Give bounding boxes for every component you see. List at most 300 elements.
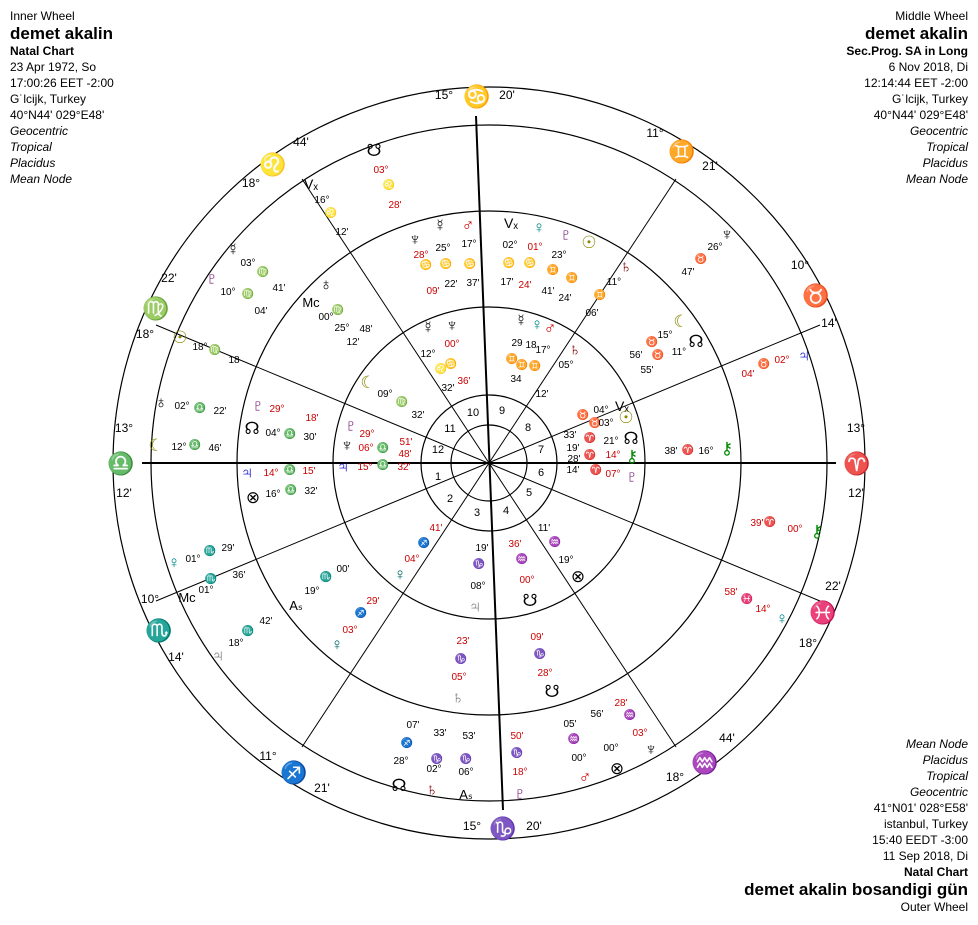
sign-minute: 14': [168, 650, 184, 664]
middle-chart-date: 6 Nov 2018, Di: [888, 60, 968, 74]
sign-degree: 10°: [140, 592, 160, 606]
inner-chart-setting: Geocentric: [10, 124, 69, 138]
chiron-icon: ⚷: [720, 439, 734, 458]
position-label: 22': [444, 279, 458, 290]
position-label: 19°: [558, 555, 574, 566]
middle-chart-setting: Geocentric: [909, 124, 968, 138]
cancer-small-icon: ♋: [502, 258, 516, 269]
pholus-icon: ♆: [340, 436, 354, 455]
neptune-icon: ♀: [775, 609, 789, 628]
position-label: 25°: [435, 243, 451, 254]
position-label: 39': [750, 518, 764, 529]
position-label: 29°: [359, 429, 375, 440]
position-label: 33': [563, 430, 577, 441]
outer-wheel-label: Outer Wheel: [900, 900, 968, 914]
position-label: 24': [558, 293, 572, 304]
virgo-small-icon: ♍: [241, 289, 255, 300]
capricorn-small-icon: ♑: [510, 748, 524, 759]
saturn-icon: ♄: [425, 780, 439, 799]
house-number: 12: [431, 444, 445, 456]
position-label: 32': [397, 462, 411, 473]
south-node-icon: ♆: [408, 230, 422, 249]
position-label: 02°: [774, 355, 790, 366]
position-label: 07°: [605, 469, 621, 480]
position-label: 42': [259, 616, 273, 627]
ceres-icon: ♁: [319, 275, 333, 294]
jupiter-icon: ♃: [468, 597, 482, 616]
position-label: 48': [398, 449, 412, 460]
taurus-small-icon: ♉: [757, 359, 771, 370]
position-label: 11': [537, 523, 551, 534]
inner-chart-setting: Placidus: [10, 156, 56, 170]
gemini-small-icon: ♊: [505, 354, 519, 365]
position-labels: [171, 165, 802, 778]
capricorn-small-icon: ♑: [430, 754, 444, 765]
position-label: 05°: [451, 672, 467, 683]
mars-icon: ♂: [578, 768, 592, 787]
sign-degree: 44': [719, 731, 735, 745]
ceres-icon: ♁: [154, 393, 168, 412]
midheaven-icon: Mᴄ: [302, 295, 320, 310]
gemini-small-icon: ♊: [593, 290, 607, 301]
sign-degree: 13°: [114, 421, 134, 435]
position-label: 26°: [707, 242, 723, 253]
position-label: 14': [566, 465, 580, 476]
cancer-small-icon: ♋: [419, 260, 433, 271]
cancer-small-icon: ♋: [523, 258, 537, 269]
middle-chart-setting: Tropical: [926, 140, 968, 154]
position-label: 24': [518, 280, 532, 291]
position-label: 56': [590, 709, 604, 720]
position-label: 50': [510, 731, 524, 742]
sign-minute: 20': [499, 88, 515, 102]
south-node-icon: ♆: [644, 740, 658, 759]
middle-chart-type: Sec.Prog. SA in Long: [846, 44, 968, 58]
south-node-icon: ♆: [445, 316, 459, 335]
position-label: 29': [221, 543, 235, 554]
position-label: 18': [305, 413, 319, 424]
position-label: 36': [457, 376, 471, 387]
position-label: 38': [664, 446, 678, 457]
position-label: 41': [429, 523, 443, 534]
outer-chart-time: 15:40 EEDT -3:00: [872, 833, 968, 847]
sign-minute: 18°: [665, 770, 685, 784]
sign-degree: 11°: [646, 126, 664, 140]
midheaven-icon: Mᴄ: [178, 590, 196, 605]
position-label: 55': [640, 365, 654, 376]
position-label: 29': [366, 596, 380, 607]
part-of-fortune-icon: ⊗: [570, 567, 586, 586]
ascendant-icon: Aₛ: [289, 598, 303, 613]
sagittarius-sign-icon: ♐: [280, 760, 308, 785]
inner-wheel-label: Inner Wheel: [10, 9, 75, 23]
jupiter-icon: ♃: [211, 646, 225, 665]
aries-sign-icon: ♈: [843, 451, 871, 476]
north-node-icon: ☋: [522, 591, 538, 610]
position-label: 47': [681, 267, 695, 278]
position-label: 16°: [265, 489, 281, 500]
chiron-icon: ⚷: [810, 522, 824, 541]
cancer-small-icon: ♋: [463, 259, 477, 270]
position-label: 00': [336, 564, 350, 575]
middle-chart-place: G˙lcĳk, Turkey: [891, 92, 968, 106]
position-label: 19': [475, 543, 489, 554]
outer-chart-place: istanbul, Turkey: [883, 817, 968, 831]
position-label: 04': [254, 306, 268, 317]
uranus-icon: ♃: [797, 346, 811, 365]
vertex-icon: Vₓ: [304, 176, 318, 192]
house-number: 9: [498, 405, 506, 417]
position-label: 01°: [198, 585, 214, 596]
position-label: 04': [741, 369, 755, 380]
position-label: 18: [228, 355, 240, 366]
gemini-small-icon: ♊: [528, 361, 542, 372]
position-label: 02°: [174, 401, 190, 412]
position-label: 33': [433, 728, 447, 739]
position-label: 17°: [535, 345, 551, 356]
aquarius-small-icon: ♒: [548, 537, 562, 548]
leo-small-icon: ♌: [324, 208, 338, 219]
aries-small-icon: ♈: [589, 465, 603, 476]
virgo-small-icon: ♍: [208, 345, 222, 356]
lilith-icon: ☊: [244, 419, 260, 438]
position-label: 00°: [787, 524, 803, 535]
position-label: 12°: [171, 442, 187, 453]
middle-chart-coords: 40°N44' 029°E48': [873, 108, 968, 122]
virgo-sign-icon: ♍: [142, 296, 170, 321]
position-label: 14°: [605, 450, 621, 461]
outer-chart-coords: 41°N01' 028°E58': [873, 801, 968, 815]
capricorn-small-icon: ♑: [454, 654, 468, 665]
position-label: 56': [629, 350, 643, 361]
outer-chart-name: demet akalin bosandigi gün: [744, 880, 968, 899]
sun-icon: ☉: [581, 233, 597, 252]
venus-icon: ♀: [530, 315, 544, 334]
sign-degree: 10°: [790, 258, 810, 272]
middle-wheel-label: Middle Wheel: [895, 9, 968, 23]
inner-chart-setting: Mean Node: [10, 172, 73, 186]
position-label: 19°: [304, 586, 320, 597]
taurus-small-icon: ♉: [588, 418, 602, 429]
outer-chart-date: 11 Sep 2018, Di: [882, 849, 968, 863]
aquarius-small-icon: ♒: [623, 710, 637, 721]
position-label: 03°: [240, 258, 256, 269]
aquarius-sign-icon: ♒: [691, 750, 719, 775]
gemini-small-icon: ♊: [515, 360, 529, 371]
aquarius-small-icon: ♒: [567, 734, 581, 745]
position-label: 00°: [603, 743, 619, 754]
position-label: 18°: [192, 342, 208, 353]
libra-small-icon: ♎: [376, 460, 390, 471]
position-label: 11°: [606, 277, 622, 288]
position-label: 36': [508, 539, 522, 550]
chiron-icon: ⚷: [625, 447, 639, 466]
sign-degree: 44': [293, 135, 309, 149]
position-label: 17': [500, 277, 514, 288]
position-label: 32': [441, 383, 455, 394]
pluto-icon: ♇: [559, 225, 573, 244]
leo-small-icon: ♌: [434, 364, 448, 375]
gemini-sign-icon: ♊: [668, 139, 696, 164]
position-label: 19': [566, 443, 580, 454]
cancer-small-icon: ♋: [444, 359, 458, 370]
inner-chart-time: 17:00:26 EET -2:00: [10, 76, 114, 90]
position-label: 00°: [519, 575, 535, 586]
position-label: 05': [563, 719, 577, 730]
position-label: 15°: [357, 462, 373, 473]
scorpio-small-icon: ♏: [319, 572, 333, 583]
gemini-small-icon: ♊: [546, 265, 560, 276]
outer-chart-setting: Placidus: [922, 753, 968, 767]
position-label: 28°: [413, 250, 429, 261]
sign-minute: 18°: [798, 636, 818, 650]
ascendant-icon: Aₛ: [459, 787, 473, 802]
mercury-icon: ☿: [514, 311, 528, 330]
middle-chart-name: demet akalin: [865, 24, 968, 43]
position-label: 25°: [334, 323, 350, 334]
scorpio-small-icon: ♏: [203, 546, 217, 557]
gemini-small-icon: ♊: [565, 273, 579, 284]
sign-minute: 18°: [241, 176, 261, 190]
position-label: 34: [510, 374, 522, 385]
taurus-sign-icon: ♉: [802, 283, 830, 308]
position-label: 01°: [527, 242, 543, 253]
leo-sign-icon: ♌: [259, 152, 287, 177]
outer-chart-type: Natal Chart: [903, 865, 968, 879]
position-label: 06°: [458, 767, 474, 778]
sagittarius-small-icon: ♐: [417, 538, 431, 549]
libra-small-icon: ♎: [284, 485, 298, 496]
mercury-icon: ☿: [433, 216, 447, 235]
house-number: 1: [434, 471, 442, 483]
position-label: 28°: [537, 668, 553, 679]
saturn-icon: ♄: [568, 340, 582, 359]
taurus-small-icon: ♉: [694, 254, 708, 265]
house-number: 11: [444, 423, 456, 435]
sun-icon: ☉: [618, 408, 634, 427]
position-label: 32': [411, 410, 425, 421]
position-label: 00°: [318, 312, 334, 323]
house-number: 8: [524, 422, 532, 434]
lilith-icon: ☊: [391, 776, 407, 795]
pluto-icon: ♇: [251, 396, 265, 415]
position-label: 09': [426, 286, 440, 297]
lilith-icon: ☊: [688, 332, 704, 351]
sign-degree: 13°: [846, 421, 866, 435]
position-label: 16°: [698, 446, 714, 457]
position-label: 28': [388, 200, 402, 211]
inner-chart-date: 23 Apr 1972, So: [10, 60, 97, 74]
position-label: 46': [208, 443, 222, 454]
sign-minute: 18°: [135, 327, 155, 341]
neptune-icon: ♀: [393, 565, 407, 584]
sign-degree: 11°: [259, 749, 277, 763]
leo-small-icon: ♌: [382, 180, 396, 191]
libra-small-icon: ♎: [376, 443, 390, 454]
inner-chart-coords: 40°N44' 029°E48': [10, 108, 105, 122]
position-label: 21°: [603, 436, 619, 447]
libra-small-icon: ♎: [188, 440, 202, 451]
mars-icon: ♂: [543, 319, 557, 338]
uranus-icon: ♃: [336, 457, 350, 476]
inner-chart-name: demet akalin: [10, 24, 113, 43]
position-label: 58': [724, 587, 738, 598]
virgo-small-icon: ♍: [331, 305, 345, 316]
position-label: 14°: [755, 604, 771, 615]
pholus-icon: ♆: [720, 225, 734, 244]
position-label: 00°: [571, 753, 587, 764]
position-label: 03°: [342, 625, 358, 636]
north-node-icon: ☋: [544, 682, 560, 701]
pluto-icon: ♇: [205, 269, 219, 288]
cancer-sign-icon: ♋: [463, 84, 491, 109]
position-label: 00°: [444, 339, 460, 350]
taurus-small-icon: ♉: [651, 350, 665, 361]
sign-minute: 20': [526, 819, 542, 833]
position-label: 04°: [404, 554, 420, 565]
taurus-small-icon: ♉: [645, 337, 659, 348]
outer-chart-setting: Mean Node: [905, 737, 968, 751]
pisces-small-icon: ♓: [740, 594, 754, 605]
position-label: 12': [335, 227, 349, 238]
uranus-icon: ♃: [240, 463, 254, 482]
aries-small-icon: ♈: [763, 517, 777, 528]
capricorn-small-icon: ♑: [533, 649, 547, 660]
position-label: 15': [302, 466, 316, 477]
position-label: 18: [525, 340, 537, 351]
position-label: 18°: [512, 767, 528, 778]
outer-chart-setting: Tropical: [926, 769, 968, 783]
vertex-icon: Vₓ: [615, 398, 629, 414]
capricorn-small-icon: ♑: [472, 559, 486, 570]
position-label: 36': [232, 570, 246, 581]
middle-chart-time: 12:14:44 EET -2:00: [864, 76, 968, 90]
position-label: 05°: [558, 360, 574, 371]
position-label: 29°: [269, 404, 285, 415]
scorpio-small-icon: ♏: [204, 574, 218, 585]
pisces-sign-icon: ♓: [809, 600, 837, 625]
position-label: 22': [213, 406, 227, 417]
saturn-icon: ♄: [619, 257, 633, 276]
position-label: 04°: [265, 428, 281, 439]
pluto-icon: ♇: [625, 467, 639, 486]
moon-icon: ☾: [148, 436, 164, 455]
aries-small-icon: ♈: [583, 450, 597, 461]
sign-minute: 21': [314, 781, 330, 795]
aquarius-small-icon: ♒: [515, 554, 529, 565]
sun-icon: ☉: [172, 328, 188, 347]
scorpio-small-icon: ♏: [241, 626, 255, 637]
position-label: 06°: [358, 443, 374, 454]
position-label: 01°: [185, 554, 201, 565]
aries-small-icon: ♈: [583, 433, 597, 444]
position-label: 04°: [593, 405, 609, 416]
sign-minute: 12': [116, 486, 132, 500]
sign-degree: 22': [825, 579, 841, 593]
mars-icon: ♂: [461, 216, 475, 235]
position-label: 18°: [228, 638, 244, 649]
inner-chart-setting: Tropical: [10, 140, 52, 154]
capricorn-small-icon: ♑: [459, 754, 473, 765]
moon-icon: ☾: [673, 312, 689, 331]
position-label: 08°: [470, 581, 486, 592]
libra-small-icon: ♎: [283, 429, 297, 440]
sign-minute: 12': [848, 486, 864, 500]
position-label: 03°: [632, 728, 648, 739]
position-label: 23°: [551, 250, 567, 261]
middle-chart-setting: Mean Node: [905, 172, 968, 186]
pluto-icon: ♇: [513, 784, 527, 803]
part-of-fortune-icon: ⊗: [609, 759, 625, 778]
position-label: 11°: [671, 347, 687, 358]
house-number: 2: [446, 493, 454, 505]
house-number: 6: [537, 467, 545, 479]
virgo-small-icon: ♍: [256, 267, 270, 278]
position-label: 28': [567, 454, 581, 465]
position-label: 29: [511, 338, 523, 349]
position-label: 06': [585, 308, 599, 319]
neptune-icon: ♀: [330, 635, 344, 654]
taurus-small-icon: ♉: [576, 410, 590, 421]
virgo-small-icon: ♍: [395, 397, 409, 408]
sign-minute: 21': [702, 159, 718, 173]
sign-degree: 15°: [434, 88, 454, 102]
planet-glyphs: [148, 141, 823, 803]
sagittarius-small-icon: ♐: [354, 608, 368, 619]
position-label: 10°: [220, 287, 236, 298]
house-number: 5: [525, 487, 533, 499]
middle-chart-setting: Placidus: [922, 156, 968, 170]
outer-chart-setting: Geocentric: [909, 785, 968, 799]
libra-small-icon: ♎: [193, 403, 207, 414]
position-label: 17°: [461, 239, 477, 250]
position-label: 41': [541, 286, 555, 297]
inner-chart-type: Natal Chart: [10, 44, 75, 58]
north-node-icon: ☋: [366, 141, 382, 160]
inner-chart-place: G˙lcĳk, Turkey: [10, 92, 87, 106]
position-label: 28°: [393, 756, 409, 767]
position-label: 03°: [598, 418, 614, 429]
position-label: 12': [346, 337, 360, 348]
position-label: 51': [399, 437, 413, 448]
position-label: 41': [272, 283, 286, 294]
position-label: 32': [304, 486, 318, 497]
aries-small-icon: ♈: [681, 445, 695, 456]
mercury-icon: ☿: [226, 240, 240, 259]
position-label: 14°: [263, 468, 279, 479]
position-label: 53': [462, 731, 476, 742]
venus-icon: ♀: [532, 218, 546, 237]
position-label: 28': [614, 698, 628, 709]
sign-degree: 22': [161, 271, 177, 285]
sign-degree: 15°: [462, 819, 482, 833]
scorpio-sign-icon: ♏: [145, 618, 173, 643]
position-label: 12': [535, 389, 549, 400]
mercury-icon: ☿: [421, 318, 435, 337]
position-label: 09': [530, 632, 544, 643]
house-number: 10: [466, 407, 480, 419]
position-label: 03°: [373, 165, 389, 176]
saturn-icon: ♄: [451, 688, 465, 707]
part-of-fortune-icon: ⊗: [245, 488, 261, 507]
house-number: 7: [537, 444, 545, 456]
position-label: 37': [466, 278, 480, 289]
cancer-small-icon: ♋: [439, 259, 453, 270]
venus-icon: ♀: [167, 553, 181, 572]
position-label: 02°: [426, 764, 442, 775]
position-label: 02°: [502, 240, 518, 251]
position-label: 48': [359, 324, 373, 335]
